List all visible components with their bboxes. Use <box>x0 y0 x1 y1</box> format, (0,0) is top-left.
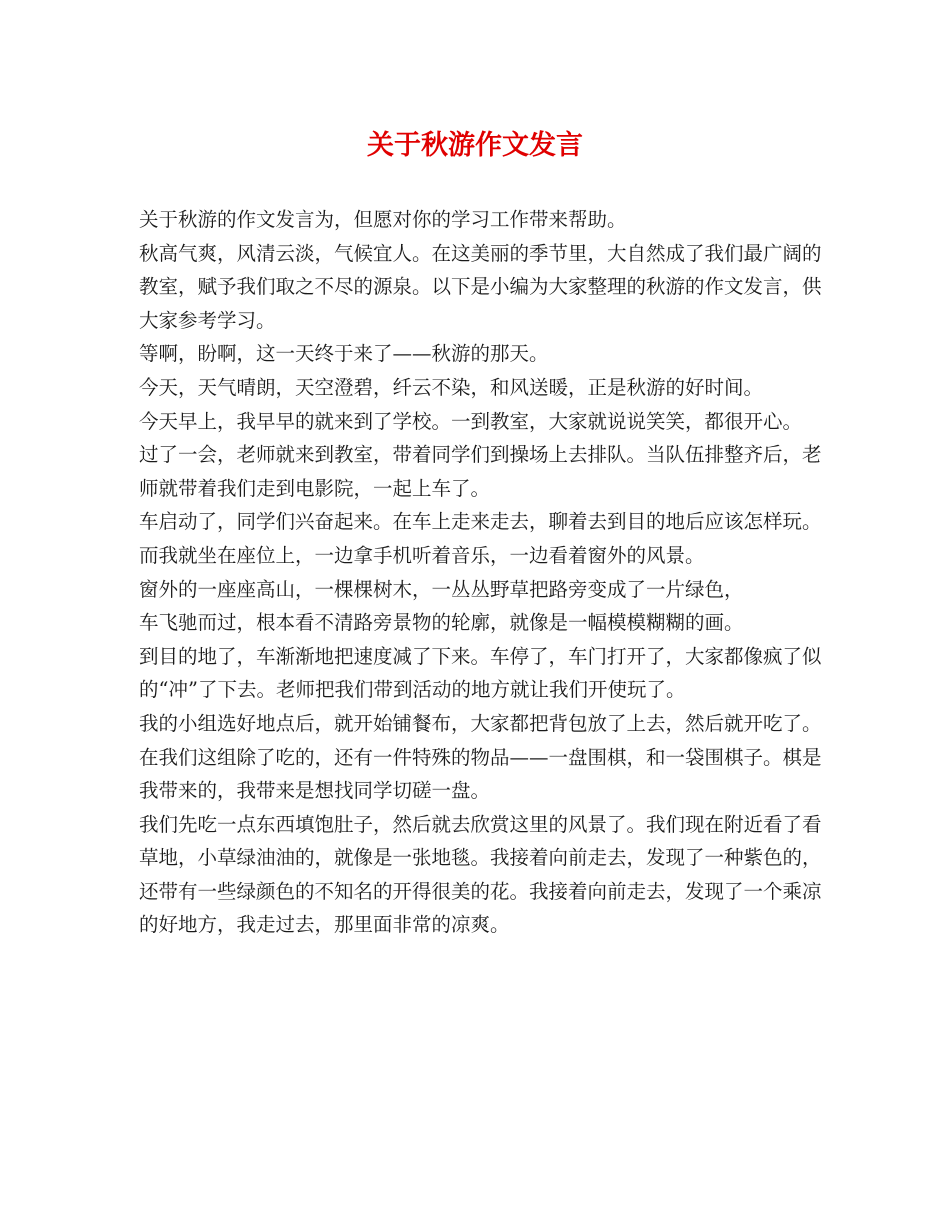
document-body <box>139 203 829 942</box>
paragraph-5: 今天早上，我早早的就来到了学校。一到教室，大家就说说笑笑，都很开心。 <box>139 409 803 433</box>
paragraph-3: 等啊，盼啊，这一天终于来了——秋游的那天。 <box>139 342 549 366</box>
paragraph-7: 车启动了，同学们兴奋起来。在车上走来走去，聊着去到目的地后应该怎样玩。而我就坐在座位上，一边拿手机听着音乐，一边看着窗外的风景。 <box>139 510 822 567</box>
paragraph-2: 秋高气爽，风清云淡，气候宜人。在这美丽的季节里，大自然成了我们最广阔的教室，赋予我们取之不尽的源泉。以下是小编为大家整理的秋游的作文发言，供大家参考学习。 <box>139 241 822 332</box>
paragraph-9: 车飞驰而过，根本看不清路旁景物的轮廓，就像是一幅模模糊糊的画。 <box>139 611 744 635</box>
paragraph-12: 我们先吃一点东西填饱肚子，然后就去欣赏这里的风景了。我们现在附近看了看草地，小草绿油油的，就像是一张地毯。我接着向前走去，发现了一种紫色的，还带有一些绿颜色的不知名的开得很美的花。我接着向前走去，发现了一个乘凉的好地方，我走过去，那里面非常的凉爽。 <box>139 812 822 937</box>
paragraph-8: 窗外的一座座高山，一棵棵树木，一丛丛野草把路旁变成了一片绿色， <box>139 577 744 601</box>
paragraph-4: 今天，天气晴朗，天空澄碧，纤云不染，和风送暖，正是秋游的好时间。 <box>139 375 764 399</box>
document-title: 关于秋游作文发言 <box>367 130 583 161</box>
paragraph-10: 到目的地了，车渐渐地把速度减了下来。车停了，车门打开了，大家都像疯了似的“冲”了下去。老师把我们带到活动的地方就让我们开使玩了。 <box>139 644 822 702</box>
paragraph-11: 我的小组选好地点后，就开始铺餐布，大家都把背包放了上去，然后就开吃了。在我们这组除了吃的，还有一件特殊的物品——一盘围棋，和一袋围棋子。棋是我带来的，我带来是想找同学切磋一盘。 <box>139 711 822 803</box>
paragraph-6: 过了一会，老师就来到教室，带着同学们到操场上去排队。当队伍排整齐后，老师就带着我们走到电影院，一起上车了。 <box>139 443 822 500</box>
paragraph-1: 关于秋游的作文发言为，但愿对你的学习工作带来帮助。 <box>139 208 627 231</box>
